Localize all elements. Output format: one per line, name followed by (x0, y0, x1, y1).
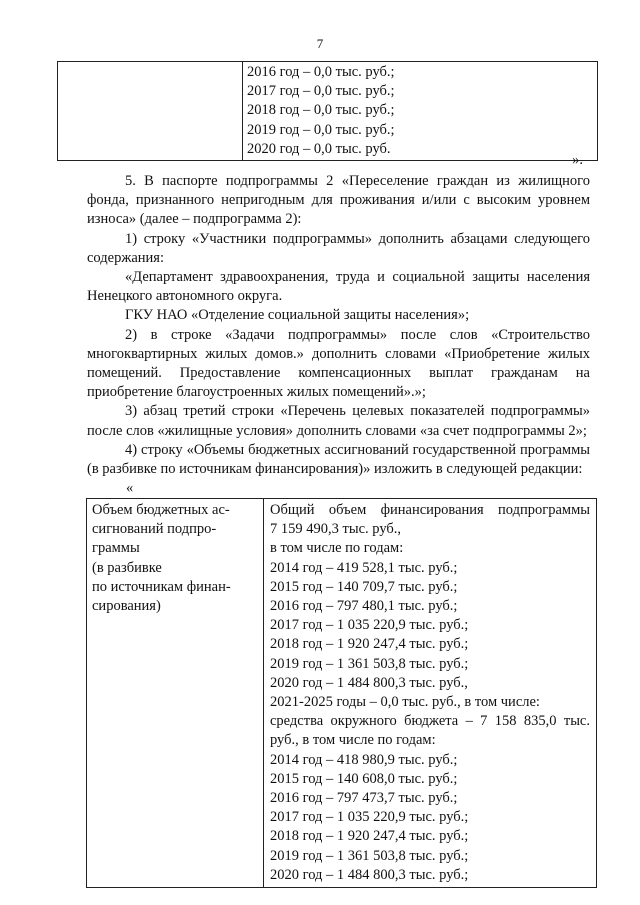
funding-line: 7 159 490,3 тыс. руб., (270, 521, 402, 538)
funding-line: 2021-2025 годы – 0,0 тыс. руб., в том числе: (270, 694, 540, 711)
district-budget-line: средства окружного бюджета – 7 158 835,0 тыс. (270, 713, 590, 730)
funding-line: 2017 год – 1 035 220,9 тыс. руб.; (270, 809, 469, 826)
continuation-table-right-cell (243, 62, 598, 161)
row-label-line: по источникам финан- (92, 578, 231, 595)
funding-line: 2015 год – 140 709,7 тыс. руб.; (270, 578, 458, 595)
funding-line: 2016 год – 0,0 тыс. руб.; (247, 64, 395, 80)
closing-quote-mark: ». (572, 152, 583, 168)
funding-line: 2020 год – 1 484 800,3 тыс. руб., (270, 674, 468, 691)
row-label-line: сирования) (92, 598, 161, 615)
paragraph-item-1: 1) строку «Участники подпрограммы» дополнить абзацами следующего содержания: (87, 230, 590, 266)
total-funding-line: Общий объем финансирования подпрограммы (270, 502, 590, 518)
funding-line: 2020 год – 0,0 тыс. руб. (247, 140, 391, 157)
funding-line: 2018 год – 1 920 247,4 тыс. руб.; (270, 636, 469, 653)
budget-values-cell (264, 499, 597, 888)
funding-line: 2018 год – 1 920 247,4 тыс. руб.; (270, 828, 469, 845)
paragraph-item-3: 3) абзац третий строки «Перечень целевых показателей подпрограммы» после слов «жилищные условия» дополнить словами «за счет подпрограммы 2»; (87, 403, 590, 439)
funding-line: 2017 год – 0,0 тыс. руб.; (247, 83, 395, 100)
paragraph-item-5: 5. В паспорте подпрограммы 2 «Переселение граждан из жилищного фонда, признанного непригодным для проживания и/или с высоким уровнем износа» (далее – подпрограмма 2): (87, 173, 590, 228)
funding-line: руб., в том числе по годам: (270, 732, 436, 749)
funding-line: 2014 год – 419 528,1 тыс. руб.; (270, 559, 458, 576)
row-label-line: граммы (92, 540, 140, 557)
funding-line: 2018 год – 0,0 тыс. руб.; (247, 102, 395, 119)
budget-row-label-cell (87, 499, 264, 888)
row-label-line: сигнований подпро- (92, 521, 217, 538)
continuation-table (57, 61, 598, 161)
funding-line: 2016 год – 797 480,1 тыс. руб.; (270, 598, 458, 615)
budget-allocation-table (86, 498, 597, 888)
page-number: 7 (316, 36, 324, 51)
row-label-line: Объем бюджетных ас- (92, 502, 230, 518)
funding-line: 2020 год – 1 484 800,3 тыс. руб.; (270, 866, 469, 883)
funding-line: 2019 год – 1 361 503,8 тыс. руб.; (270, 847, 469, 864)
funding-line: в том числе по годам: (270, 540, 404, 557)
funding-line: 2017 год – 1 035 220,9 тыс. руб.; (270, 617, 469, 634)
paragraph-item-2: 2) в строке «Задачи подпрограммы» после слов «Строительство многоквартирных жилых домов.» дополнить словами «Приобретение жилых помещений. Предоставление компенсационных выплат гражданам на приобретение благоустроенных жилых помещений».»; (87, 326, 590, 401)
paragraph-gku: ГКУ НАО «Отделение социальной защиты населения»; (125, 307, 470, 324)
paragraph-department: «Департамент здравоохранения, труда и социальной защиты населения Ненецкого автономного округа. (87, 269, 590, 305)
opening-quote-mark: « (126, 480, 134, 496)
funding-line: 2019 год – 1 361 503,8 тыс. руб.; (270, 655, 469, 672)
amendment-text (87, 172, 590, 479)
row-label-line: (в разбивке (92, 559, 162, 576)
funding-line: 2016 год – 797 473,7 тыс. руб.; (270, 790, 458, 807)
funding-line: 2019 год – 0,0 тыс. руб.; (247, 121, 395, 138)
paragraph-item-4: 4) строку «Объемы бюджетных ассигнований государственной программы (в разбивке по источникам финансирования)» изложить в следующей редакции: (87, 441, 590, 478)
funding-line: 2014 год – 418 980,9 тыс. руб.; (270, 751, 458, 768)
funding-line: 2015 год – 140 608,0 тыс. руб.; (270, 770, 458, 787)
continuation-table-left-cell (58, 62, 243, 161)
